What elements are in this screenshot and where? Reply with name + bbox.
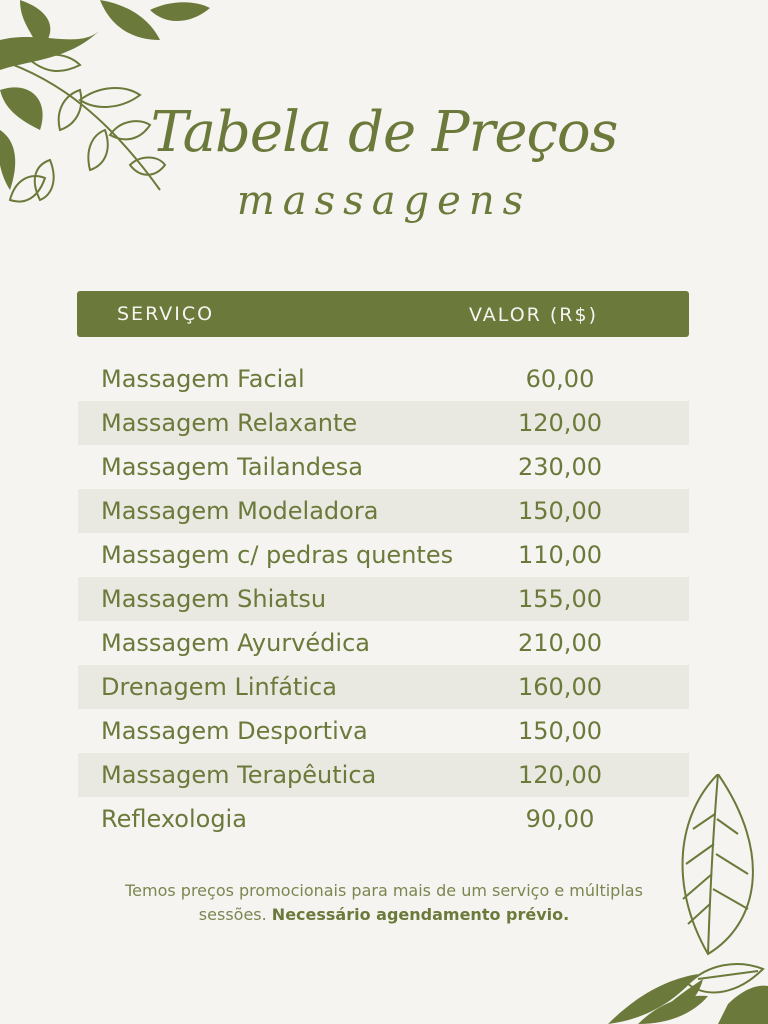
service-price: 110,00 <box>518 541 602 569</box>
price-table <box>78 357 689 841</box>
table-row <box>78 401 689 445</box>
service-name: Massagem Facial <box>101 365 305 393</box>
header-value: VALOR (R$) <box>469 304 598 326</box>
service-price: 120,00 <box>518 761 602 789</box>
service-name: Massagem Modeladora <box>101 497 379 525</box>
service-price: 230,00 <box>518 453 602 481</box>
page-subtitle: massagens <box>236 178 532 224</box>
service-price: 210,00 <box>518 629 602 657</box>
service-price: 150,00 <box>518 497 602 525</box>
service-name: Massagem Tailandesa <box>101 453 363 481</box>
service-name: Massagem Shiatsu <box>101 585 327 613</box>
table-row <box>78 445 689 489</box>
table-header <box>77 291 689 337</box>
service-price: 155,00 <box>518 585 602 613</box>
service-name: Reflexologia <box>101 805 247 833</box>
table-row <box>78 709 689 753</box>
service-name: Massagem Terapêutica <box>101 761 377 789</box>
service-name: Massagem c/ pedras quentes <box>101 541 454 569</box>
service-name: Drenagem Linfática <box>101 673 337 701</box>
table-row <box>78 357 689 401</box>
table-row <box>78 665 689 709</box>
note-text: Temos preços promocionais para mais de um serviço e múltiplas sessões. <box>125 881 643 924</box>
service-price: 60,00 <box>525 365 595 393</box>
table-row <box>78 489 689 533</box>
service-name: Massagem Desportiva <box>101 717 368 745</box>
table-row <box>78 797 689 841</box>
service-price: 150,00 <box>518 717 602 745</box>
header-service: SERVIÇO <box>117 303 215 325</box>
page-title: Tabela de Preços <box>150 100 618 165</box>
service-name: Massagem Ayurvédica <box>101 629 370 657</box>
service-price: 90,00 <box>525 805 595 833</box>
table-row <box>78 753 689 797</box>
service-price: 120,00 <box>518 409 602 437</box>
table-row <box>78 533 689 577</box>
service-price: 160,00 <box>518 673 602 701</box>
service-name: Massagem Relaxante <box>101 409 358 437</box>
table-row <box>78 621 689 665</box>
footer-note <box>112 879 656 927</box>
table-row <box>78 577 689 621</box>
note-emphasis: Necessário agendamento prévio. <box>271 905 570 924</box>
